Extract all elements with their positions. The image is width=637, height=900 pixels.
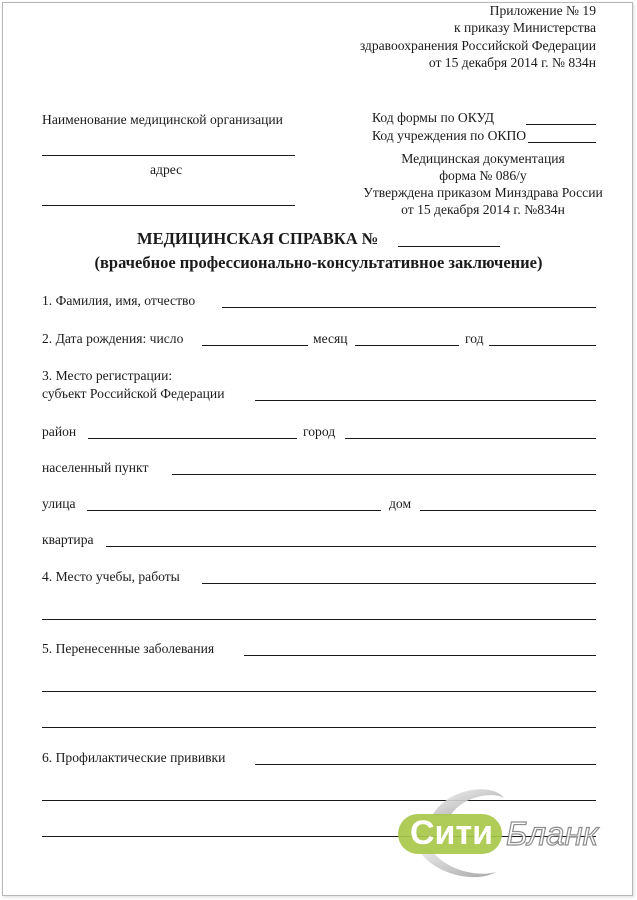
field-diseases-line-3[interactable]	[42, 727, 596, 728]
org-address-line[interactable]	[42, 205, 295, 206]
doc-type: Медицинская документация	[401, 151, 565, 166]
approved-date: от 15 декабря 2014 г. №834н	[401, 202, 565, 217]
appendix-order: к приказу Министерства	[453, 20, 596, 35]
org-name-line[interactable]	[42, 155, 295, 156]
org-address-label: адрес	[150, 162, 183, 177]
field-year-label: год	[465, 331, 484, 346]
field-district-label: район	[42, 424, 77, 439]
field-house-line[interactable]	[420, 510, 596, 511]
field-work-label: 4. Место учебы, работы	[42, 569, 180, 584]
field-dob-label: 2. Дата рождения: число	[42, 331, 184, 346]
field-name-line[interactable]	[222, 307, 596, 308]
field-settlement-line[interactable]	[172, 474, 596, 475]
field-apartment-label: квартира	[42, 532, 94, 547]
approved-by: Утверждена приказом Минздрава России	[363, 185, 603, 200]
field-street-line[interactable]	[87, 510, 381, 511]
field-diseases-line-2[interactable]	[42, 691, 596, 692]
field-subject-label: субъект Российской Федерации	[42, 386, 225, 401]
field-vaccinations-label: 6. Профилактические прививки	[42, 750, 226, 765]
okpo-label: Код учреждения по ОКПО	[372, 128, 527, 143]
field-street-label: улица	[42, 496, 76, 511]
org-name-label: Наименование медицинской организации	[42, 112, 283, 127]
logo-part-blank: Бланк	[506, 815, 599, 852]
field-diseases-line[interactable]	[244, 655, 596, 656]
appendix-number: Приложение № 19	[489, 3, 596, 18]
field-work-line[interactable]	[202, 583, 596, 584]
appendix-date: от 15 декабря 2014 г. № 834н	[428, 55, 596, 70]
field-work-line-2[interactable]	[42, 619, 596, 620]
form-number: форма № 086/у	[439, 168, 527, 183]
field-year-line[interactable]	[489, 345, 596, 346]
field-city-label: город	[303, 424, 336, 439]
field-day-line[interactable]	[202, 345, 308, 346]
appendix-ministry: здравоохранения Российской Федерации	[359, 38, 596, 53]
field-district-line[interactable]	[88, 438, 297, 439]
field-diseases-label: 5. Перенесенные заболевания	[42, 641, 215, 656]
citiblank-logo	[392, 782, 628, 886]
field-reg-label: 3. Место регистрации:	[42, 368, 173, 383]
okud-line[interactable]	[526, 124, 596, 125]
field-city-line[interactable]	[345, 438, 596, 439]
okpo-line[interactable]	[528, 142, 596, 143]
logo-part-siti: Сити	[410, 814, 494, 852]
field-house-label: дом	[389, 496, 412, 511]
page-title: МЕДИЦИНСКАЯ СПРАВКА №	[137, 229, 379, 248]
certificate-number-line[interactable]	[398, 246, 500, 247]
field-subject-line[interactable]	[255, 400, 596, 401]
field-vaccinations-line[interactable]	[255, 764, 596, 765]
field-month-label: месяц	[313, 331, 348, 346]
okud-label: Код формы по ОКУД	[372, 110, 495, 125]
field-apartment-line[interactable]	[106, 546, 596, 547]
field-month-line[interactable]	[355, 345, 459, 346]
field-settlement-label: населенный пункт	[42, 460, 149, 475]
field-name-label: 1. Фамилия, имя, отчество	[42, 293, 196, 308]
page-subtitle: (врачебное профессионально-консультативное заключение)	[94, 253, 543, 272]
